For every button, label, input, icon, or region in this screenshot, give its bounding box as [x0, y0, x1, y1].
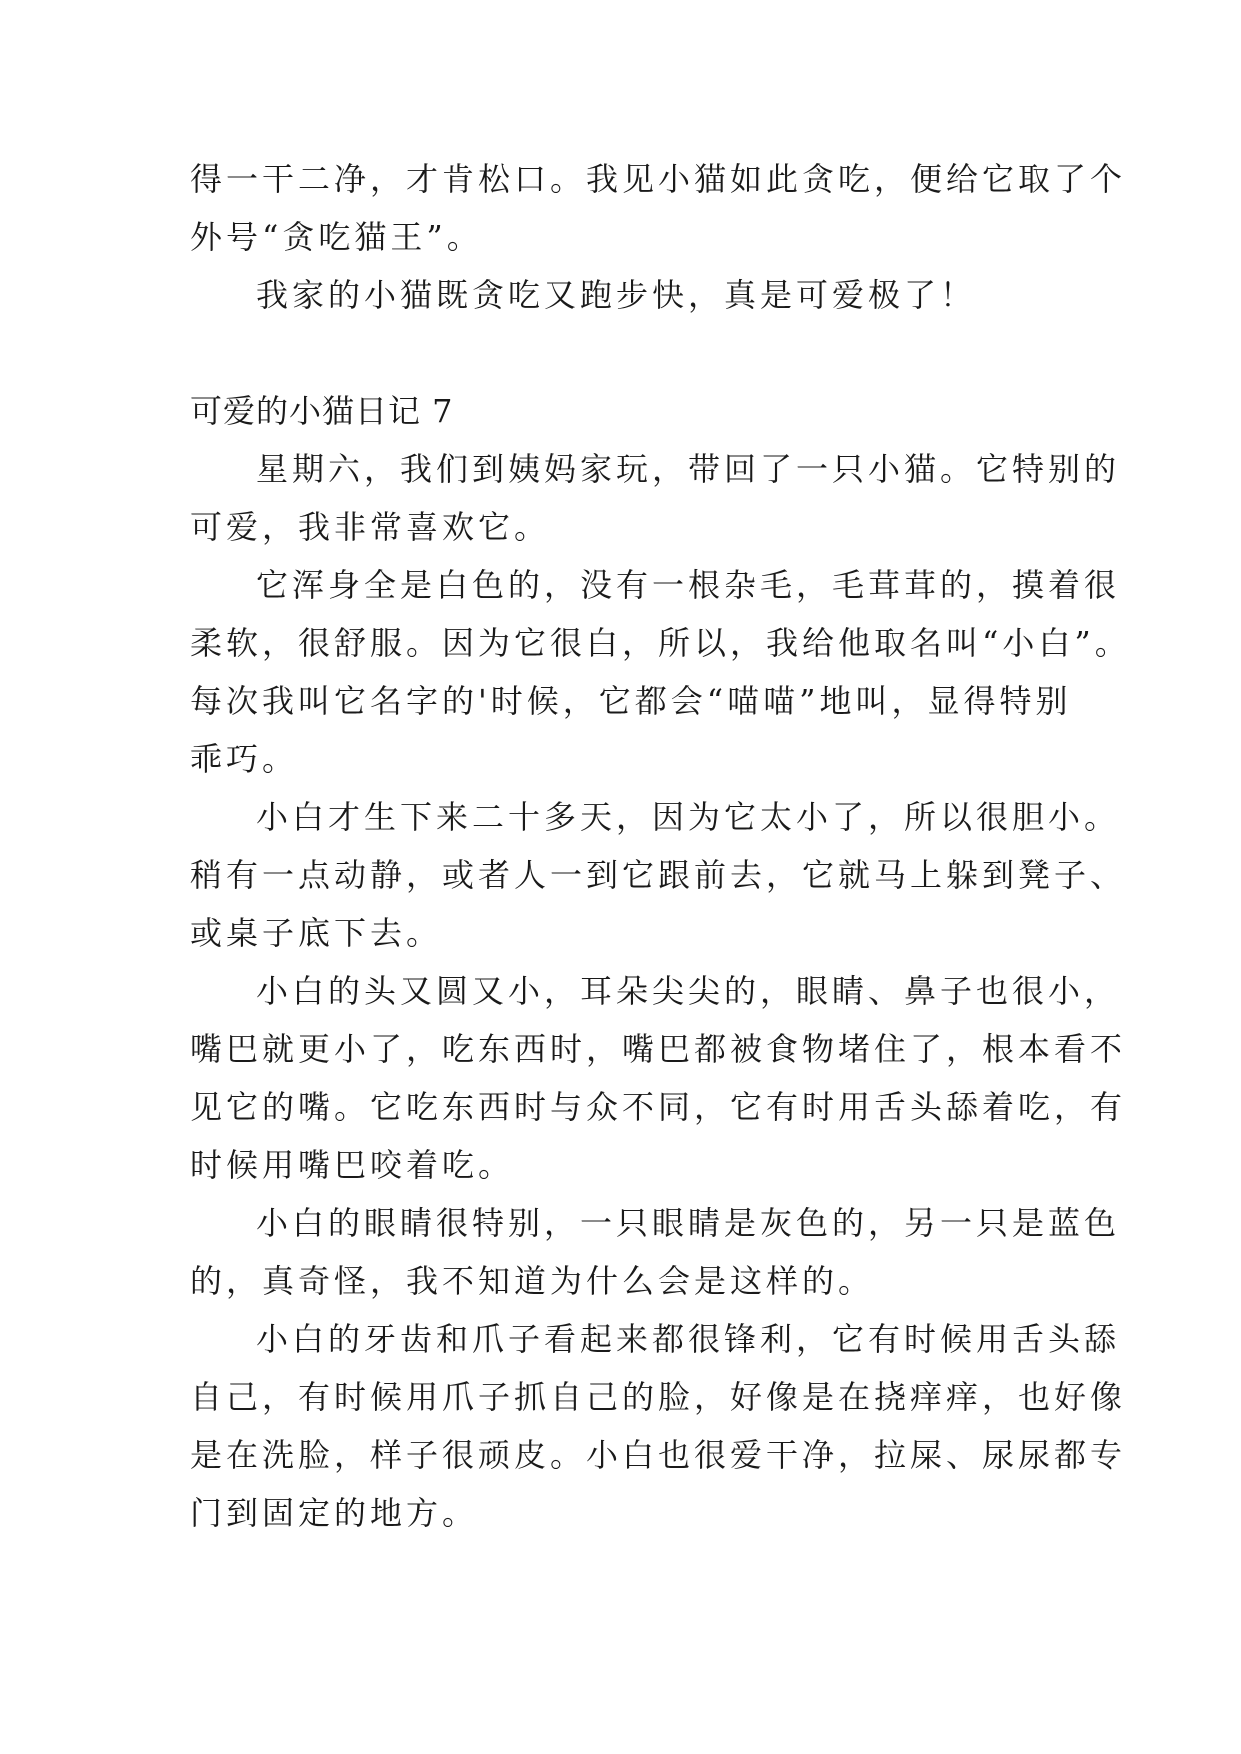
text-line: 见它的嘴。它吃东西时与众不同，它有时用舌头舔着吃，有 [190, 1088, 1127, 1126]
text-line: 它浑身全是白色的，没有一根杂毛，毛茸茸的，摸着很 [256, 566, 1121, 604]
paragraph [190, 440, 1121, 556]
paragraph [190, 1194, 1121, 1310]
paragraph [190, 1310, 1127, 1542]
text-line: 是在洗脸，样子很顽皮。小白也很爱干净，拉屎、尿尿都专 [190, 1436, 1127, 1474]
text-line: 乖巧。 [190, 740, 299, 778]
text-line: 星期六，我们到姨妈家玩，带回了一只小猫。它特别的 [256, 450, 1121, 488]
text-line: 小白的头又圆又小，耳朵尖尖的，眼睛、鼻子也很小， [256, 972, 1121, 1010]
paragraph [190, 266, 1058, 324]
text-line: 柔软，很舒服。因为它很白，所以，我给他取名叫“小白”。 [190, 624, 1131, 662]
paragraph [190, 962, 1127, 1194]
text-line: 的，真奇怪，我不知道为什么会是这样的。 [190, 1262, 875, 1300]
text-line: 嘴巴就更小了，吃东西时，嘴巴都被食物堵住了，根本看不 [190, 1030, 1127, 1068]
text-line: 小白的牙齿和爪子看起来都很锋利，它有时候用舌头舔 [256, 1320, 1121, 1358]
text-line: 可爱，我非常喜欢它。 [190, 508, 551, 546]
text-line: 门到固定的地方。 [190, 1494, 479, 1532]
text-line: 时候用嘴巴咬着吃。 [190, 1146, 515, 1184]
text-line: 稍有一点动静，或者人一到它跟前去，它就马上躲到凳子、 [190, 856, 1127, 894]
text-line: 或桌子底下去。 [190, 914, 443, 952]
title-line: 可爱的小猫日记 7 [190, 392, 454, 430]
text-line: 自己，有时候用爪子抓自己的脸，好像是在挠痒痒，也好像 [190, 1378, 1127, 1416]
document-body [190, 150, 1131, 1542]
text-line: 小白的眼睛很特别，一只眼睛是灰色的，另一只是蓝色 [256, 1204, 1121, 1242]
paragraph [190, 556, 1131, 788]
text-line: 小白才生下来二十多天，因为它太小了，所以很胆小。 [256, 798, 1121, 836]
text-line: 每次我叫它名字的'时候，它都会“喵喵”地叫，显得特别 [190, 682, 1072, 720]
text-line: 得一干二净，才肯松口。我见小猫如此贪吃，便给它取了个 [190, 160, 1127, 198]
text-line: 我家的小猫既贪吃又跑步快，真是可爱极了！ [256, 276, 977, 314]
text-line: 外号“贪吃猫王”。 [190, 218, 483, 256]
section-title [190, 382, 1058, 440]
paragraph [190, 788, 1127, 962]
paragraph [190, 150, 1127, 266]
